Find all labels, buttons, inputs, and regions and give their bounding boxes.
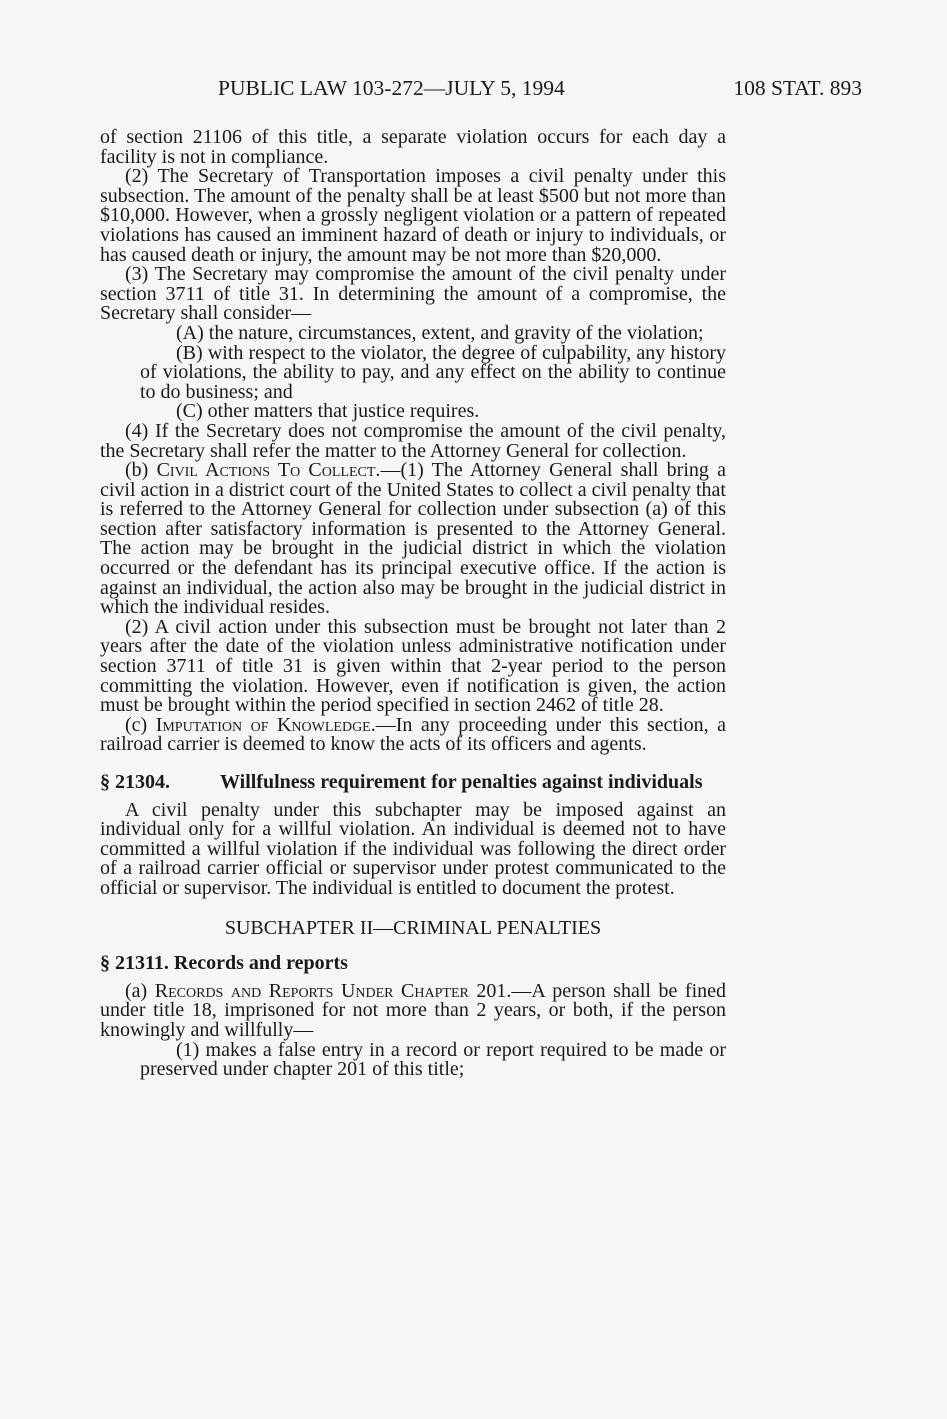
paragraph-a3: (3) The Secretary may compromise the amount of the civil penalty under section 3711 of title 31. In determining the amount of a compromise, the Secretary shall consider— — [100, 263, 726, 325]
subsection-b — [100, 461, 726, 618]
section-21304-title: Willfulness requirement for penalties against individuals — [220, 771, 703, 793]
section-21304-heading — [100, 773, 726, 793]
subchapter-heading: SUBCHAPTER II—CRIMINAL PENALTIES — [224, 916, 602, 939]
subsection-b-prefix: (b) — [125, 459, 149, 482]
page-body — [100, 128, 726, 1080]
section-21311-a-prefix: (a) — [125, 979, 148, 1002]
page-header — [100, 76, 862, 106]
section-21311-a-caption: Records and Reports Under Chapter 201. — [154, 979, 512, 1002]
running-head: PUBLIC LAW 103-272—JULY 5, 1994 — [218, 76, 565, 100]
subsection-c — [100, 713, 726, 756]
paragraph-a4: (4) If the Secretary does not compromise the amount of the civil penalty, the Secretary shall refer the matter to the Attorney General for collection. — [100, 419, 726, 462]
subsection-b-text: —(1) The Attorney General shall bring a civil action in a district court of the United States to collect a civil penalty that is referred to the Attorney General for collection under subsection (a) of this section after satisfactory information is presented to the Attorney General. The action may be brought in the judicial district in which the violation occurred or the defendant has its principal executive office. If the action is against an individual, the action also may be brought in the judicial district in which the individual resides. — [100, 459, 727, 619]
section-21304-text: A civil penalty under this subchapter may be imposed against an individual only for a willful violation. An individual is deemed not to have committed a willful violation if the individual was following the direct order of a railroad carrier official or supervisor under protest communicated to the official or supervisor. The individual is entitled to document the protest. — [100, 798, 726, 899]
subsection-b-caption: Civil Actions To Collect. — [156, 459, 381, 482]
section-21311-heading — [100, 954, 726, 974]
subsection-c-prefix: (c) — [125, 713, 148, 736]
section-21311-subsection-a — [100, 979, 727, 1041]
clause-a3-C: (C) other matters that justice requires. — [176, 400, 480, 423]
paragraph-b2: (2) A civil action under this subsection must be brought not later than 2 years after the date of the violation unless administrative notification under section 3711 of title 31 is given within that 2-year period to the person committing the violation. However, even if notification is given, the action must be brought within the period specified in section 2462 of title 28. — [100, 615, 726, 717]
section-21311-a-text: —A person shall be fined under title 18, imprisoned for not more than 2 years, or both, if the person knowingly and willfully— — [100, 979, 727, 1041]
subsection-c-text: —In any proceeding under this section, a railroad carrier is deemed to know the acts of its officers and agents. — [100, 713, 726, 756]
section-21311-number: § 21311. — [100, 952, 169, 975]
clause-a3-B: (B) with respect to the violator, the degree of culpability, any history of violations, the ability to pay, and any effect on the ability to continue to do business; and — [140, 341, 726, 403]
paragraph-a2: (2) The Secretary of Transportation imposes a civil penalty under this subsection. The amount of the penalty shall be at least $500 but not more than $10,000. However, when a grossly negligent violation or a pattern of repeated violations has caused an imminent hazard of death or injury to individuals, or has caused death or injury, the amount may be not more than $20,000. — [100, 165, 726, 266]
stat-page-number: 108 STAT. 893 — [733, 76, 862, 100]
section-21304-number: § 21304. — [100, 771, 170, 793]
subsection-c-caption: Imputation of Knowledge. — [155, 713, 376, 736]
paragraph-continuation: of section 21106 of this title, a separate violation occurs for each day a facility is not in compliance. — [100, 126, 726, 168]
clause-a3-A: (A) the nature, circumstances, extent, and gravity of the violation; — [176, 321, 704, 344]
section-21311-a1: (1) makes a false entry in a record or report required to be made or preserved under chapter 201 of this title; — [140, 1038, 726, 1081]
section-21311-title: Records and reports — [173, 952, 348, 975]
